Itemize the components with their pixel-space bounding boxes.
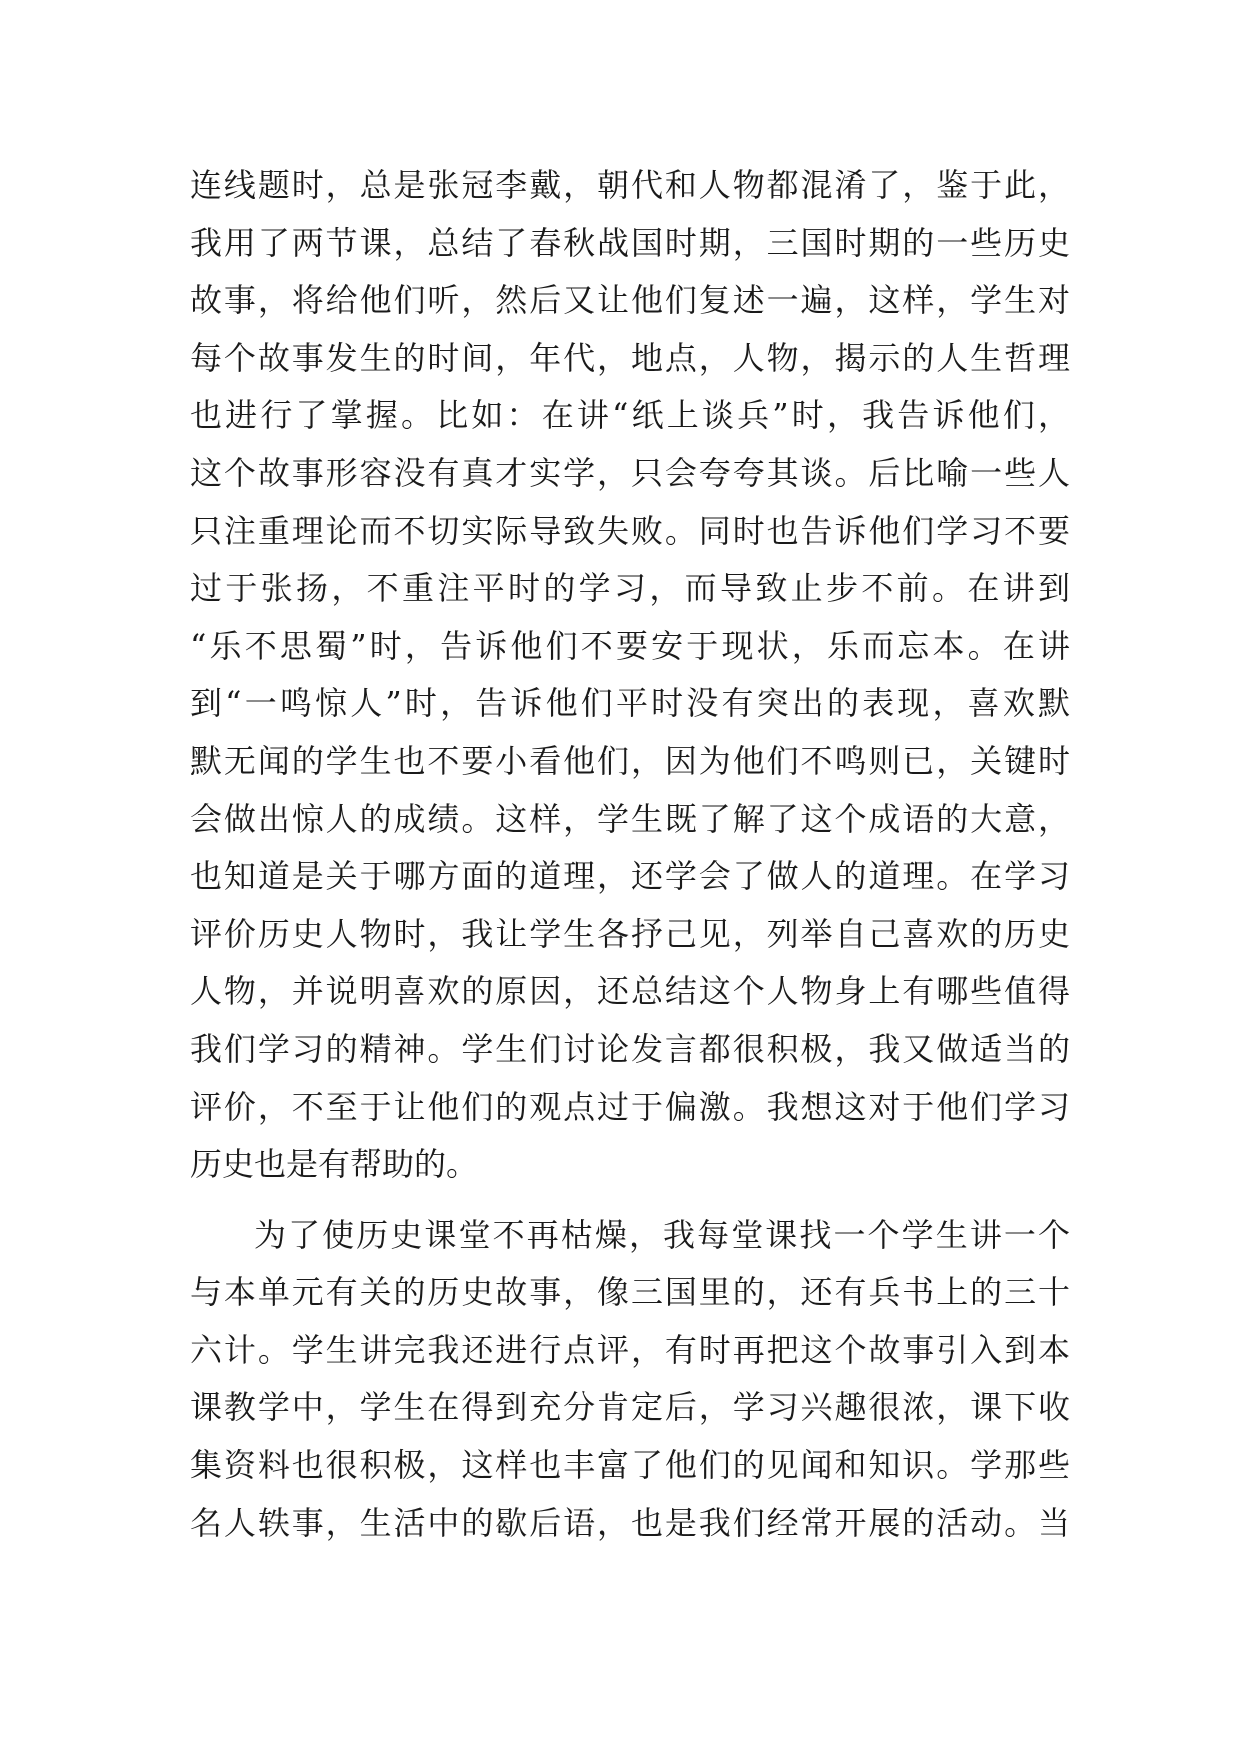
text-line: 为了使历史课堂不再枯燥，我每堂课找一个学生讲一个 — [254, 1215, 1070, 1254]
text-line: 六计。学生讲完我还进行点评，有时再把这个故事引入到本 — [190, 1330, 1070, 1369]
text-line: 过于张扬，不重注平时的学习，而导致止步不前。在讲到 — [190, 569, 1070, 608]
text-line: 连线题时，总是张冠李戴，朝代和人物都混淆了，鉴于此， — [190, 166, 1070, 204]
paragraph-1 — [190, 157, 1070, 1194]
text-line: 我用了两节课，总结了春秋战国时期，三国时期的一些历史 — [190, 223, 1070, 262]
text-line: 也进行了掌握。比如：在讲“纸上谈兵”时，我告诉他们， — [190, 396, 1070, 435]
text-line: 每个故事发生的时间，年代，地点，人物，揭示的人生哲理 — [190, 338, 1070, 377]
paragraph-2 — [190, 1207, 1070, 1553]
text-line: 我们学习的精神。学生们讨论发言都很积极，我又做适当的 — [190, 1029, 1070, 1068]
text-line: 集资料也很积极，这样也丰富了他们的见闻和知识。学那些 — [190, 1446, 1070, 1485]
text-line: “乐不思蜀”时，告诉他们不要安于现状，乐而忘本。在讲 — [190, 626, 1070, 665]
text-line: 历史也是有帮助的。 — [190, 1145, 479, 1184]
text-line: 人物，并说明喜欢的原因，还总结这个人物身上有哪些值得 — [190, 972, 1070, 1011]
text-line: 默无闻的学生也不要小看他们，因为他们不鸣则已，关键时 — [190, 741, 1070, 780]
text-line: 与本单元有关的历史故事，像三国里的，还有兵书上的三十 — [190, 1273, 1070, 1312]
text-line: 课教学中，学生在得到充分肯定后，学习兴趣很浓，课下收 — [190, 1388, 1070, 1427]
text-line: 也知道是关于哪方面的道理，还学会了做人的道理。在学习 — [190, 857, 1070, 896]
text-line: 故事，将给他们听，然后又让他们复述一遍，这样，学生对 — [190, 281, 1070, 320]
text-line: 到“一鸣惊人”时，告诉他们平时没有突出的表现，喜欢默 — [190, 684, 1070, 723]
paragraph-gap — [190, 1194, 1070, 1207]
text-line: 评价历史人物时，我让学生各抒己见，列举自己喜欢的历史 — [190, 914, 1070, 953]
text-line: 只注重理论而不切实际导致失败。同时也告诉他们学习不要 — [190, 511, 1070, 550]
text-line: 这个故事形容没有真才实学，只会夸夸其谈。后比喻一些人 — [190, 453, 1070, 492]
body-text — [190, 157, 1070, 1552]
text-line: 会做出惊人的成绩。这样，学生既了解了这个成语的大意， — [190, 799, 1070, 838]
text-line: 名人轶事，生活中的歇后语，也是我们经常开展的活动。当 — [190, 1503, 1070, 1542]
text-line: 评价，不至于让他们的观点过于偏激。我想这对于他们学习 — [190, 1087, 1070, 1126]
